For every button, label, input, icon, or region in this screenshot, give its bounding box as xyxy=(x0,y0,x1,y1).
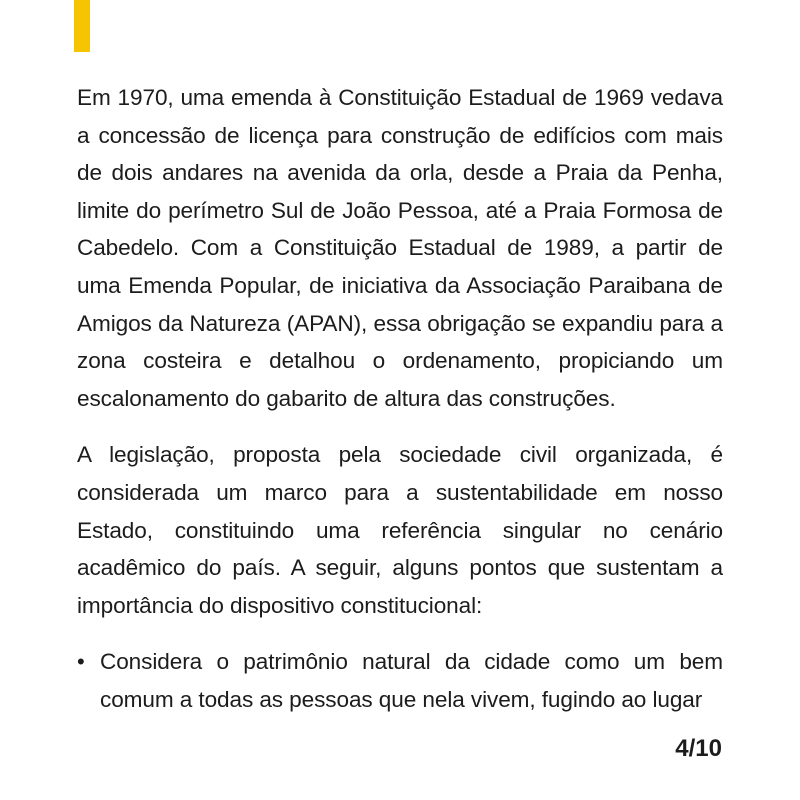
bullet-icon: • xyxy=(77,649,85,675)
list-item xyxy=(77,643,723,718)
text-body xyxy=(77,79,723,719)
accent-bar xyxy=(74,0,90,52)
page-number: 4/10 xyxy=(675,735,722,762)
bullet-text: Considera o patrimônio natural da cidade como um bem comum a todas as pessoas que nela vivem, fugindo ao lugar xyxy=(100,649,723,712)
bullet-list xyxy=(77,643,723,718)
paragraph-2: A legislação, proposta pela sociedade civil organizada, é considerada um marco para a sustentabilidade em nosso Estado, constituindo uma referência singular no cenário acadêmico do país. A seguir, alguns pontos que sustentam a importância do dispositivo constitucional: xyxy=(77,442,723,618)
paragraph-1: Em 1970, uma emenda à Constituição Estadual de 1969 vedava a concessão de licença para construção de edifícios com mais de dois andares na avenida da orla, desde a Praia da Penha, limite do perímetro Sul de João Pessoa, até a Praia Formosa de Cabedelo. Com a Constituição Estadual de 1989, a partir de uma Emenda Popular, de iniciativa da Associação Paraibana de Amigos da Natureza (APAN), essa obrigação se expandiu para a zona costeira e detalhou o ordenamento, propiciando um escalonamento do gabarito de altura das construções. xyxy=(77,85,723,411)
